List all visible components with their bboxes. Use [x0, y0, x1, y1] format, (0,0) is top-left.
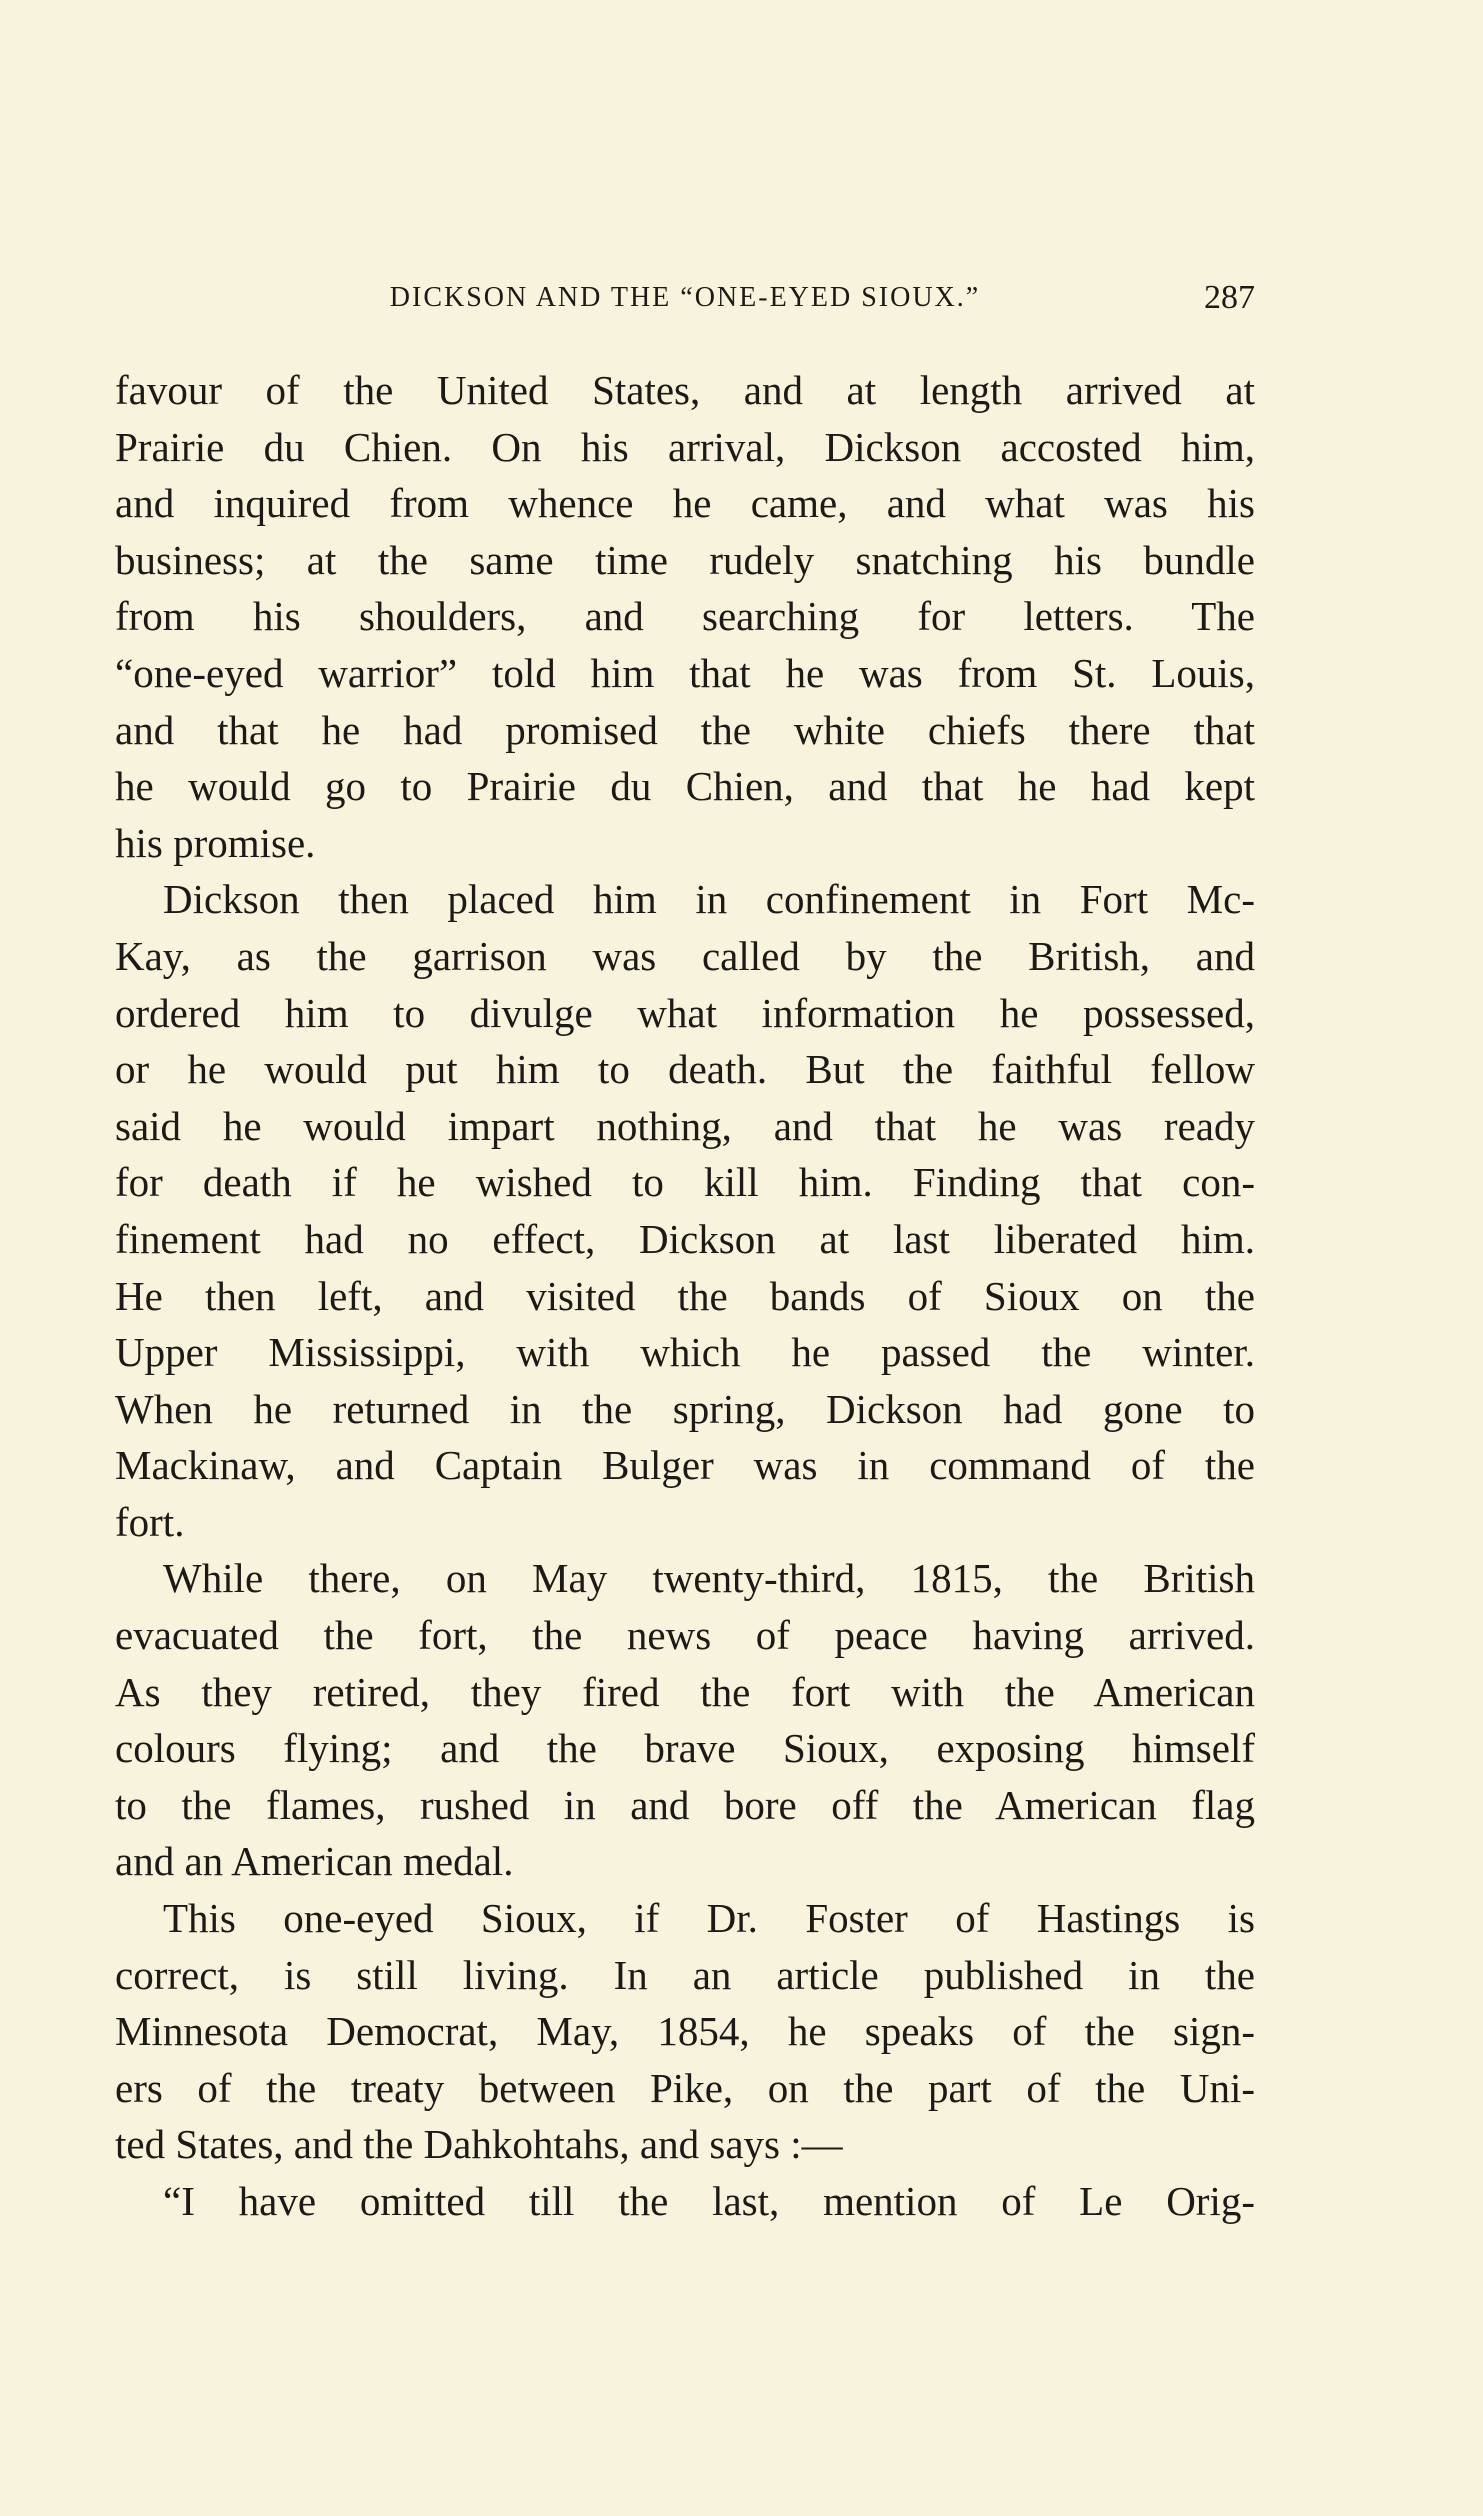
paragraph-5 [115, 2173, 1255, 2230]
text-line: Dickson then placed him in confinement in Fort Mc- [163, 876, 1255, 923]
text-line: business; at the same time rudely snatching his bundle [115, 536, 1255, 583]
text-line: ordered him to divulge what information he possessed, [115, 989, 1255, 1036]
text-line: and an American medal. [115, 1838, 514, 1885]
text-line: favour of the United States, and at length arrived at [115, 367, 1255, 413]
text-line: correct, is still living. In an article published in the [115, 1951, 1255, 1998]
text-line: As they retired, they fired the fort with the American [115, 1668, 1255, 1715]
text-line: Kay, as the garrison was called by the British, and [115, 932, 1255, 979]
text-line: and that he had promised the white chiefs there that [115, 706, 1255, 753]
text-line: his promise. [115, 819, 316, 866]
running-title: DICKSON AND THE “ONE-EYED SIOUX.” [389, 282, 981, 313]
text-line: Minnesota Democrat, May, 1854, he speaks of the sign- [115, 2008, 1255, 2055]
text-line: ers of the treaty between Pike, on the part of the Uni- [115, 2064, 1255, 2111]
text-line: Mackinaw, and Captain Bulger was in command of the [115, 1442, 1255, 1489]
text-line: or he would put him to death. But the faithful fellow [115, 1046, 1255, 1093]
paragraph-2 [115, 871, 1255, 1550]
paragraph-1 [115, 362, 1255, 871]
text-line: When he returned in the spring, Dickson had gone to [115, 1385, 1255, 1432]
text-line: finement had no effect, Dickson at last liberated him. [115, 1215, 1255, 1262]
text-line: he would go to Prairie du Chien, and that he had kept [115, 763, 1255, 810]
text-line: for death if he wished to kill him. Finding that con- [115, 1159, 1255, 1206]
text-line: Prairie du Chien. On his arrival, Dickson accosted him, [115, 423, 1255, 470]
text-line: While there, on May twenty-third, 1815, the British [163, 1555, 1255, 1602]
text-line: to the flames, rushed in and bore off the American flag [115, 1781, 1255, 1828]
text-line: evacuated the fort, the news of peace having arrived. [115, 1612, 1255, 1659]
page-number: 287 [1204, 279, 1255, 316]
running-head [115, 278, 1255, 318]
text-line: fort. [115, 1498, 185, 1545]
text-line: ted States, and the Dahkohtahs, and says :— [115, 2121, 843, 2168]
text-line: He then left, and visited the bands of Sioux on the [115, 1272, 1255, 1319]
text-line: from his shoulders, and searching for letters. The [115, 593, 1255, 640]
text-line: and inquired from whence he came, and what was his [115, 480, 1255, 527]
text-line: “one-eyed warrior” told him that he was from St. Louis, [115, 649, 1255, 696]
text-line: Upper Mississippi, with which he passed the winter. [115, 1329, 1255, 1376]
text-line: said he would impart nothing, and that he was ready [115, 1102, 1255, 1149]
paragraph-3 [115, 1550, 1255, 1890]
text-line: This one-eyed Sioux, if Dr. Foster of Hastings is [163, 1895, 1255, 1942]
body-text [115, 362, 1255, 2230]
text-line: colours flying; and the brave Sioux, exposing himself [115, 1725, 1255, 1772]
paragraph-4 [115, 1890, 1255, 2173]
text-line: “I have omitted till the last, mention of Le Orig- [163, 2178, 1255, 2224]
